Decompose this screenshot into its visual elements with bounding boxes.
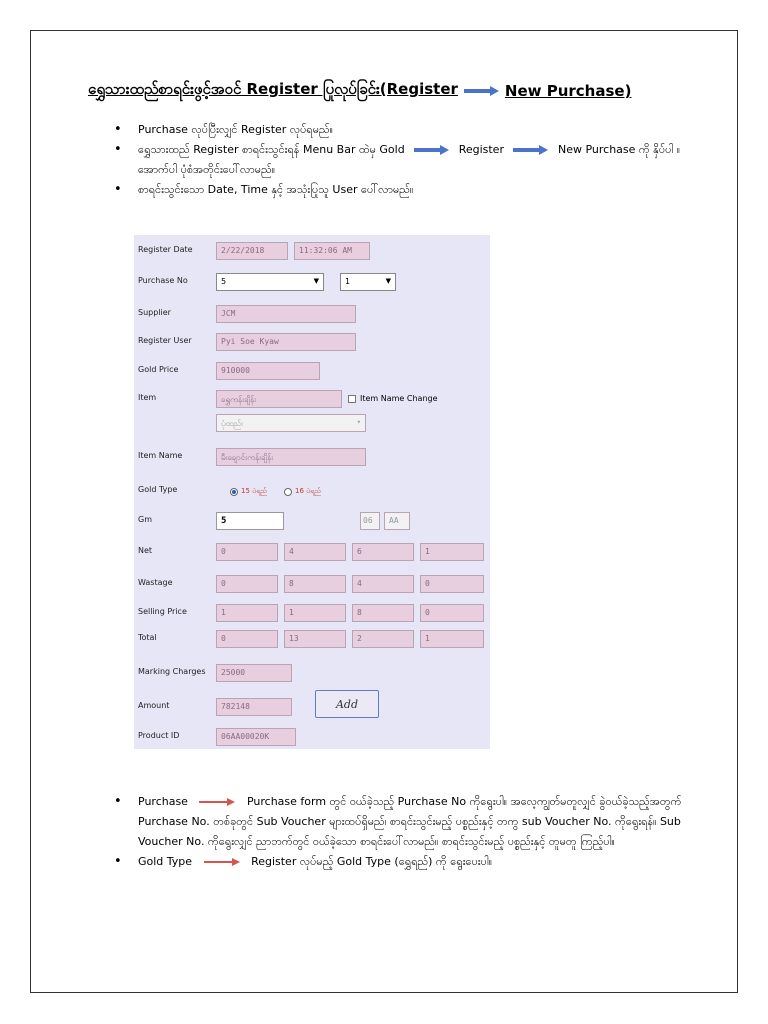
code-field-2[interactable]: AA — [384, 512, 410, 530]
total-field[interactable]: 13 — [284, 630, 346, 648]
selling-price-field[interactable]: 0 — [420, 604, 484, 622]
item-row — [134, 390, 490, 412]
arrow-right-icon — [204, 858, 240, 866]
item-type-select[interactable]: ပုံထည်း ▾ — [216, 414, 366, 432]
product-id-row — [134, 728, 490, 750]
selling-price-label: Selling Price — [138, 607, 187, 616]
item-name-change-checkbox[interactable]: Item Name Change — [348, 394, 438, 403]
marking-charges-row — [134, 664, 490, 686]
wastage-label: Wastage — [138, 578, 173, 587]
total-row — [134, 630, 490, 652]
item-dropdown-row — [134, 414, 490, 436]
item-label: Item — [138, 393, 157, 402]
register-date-label: Register Date — [138, 245, 193, 254]
product-id-field[interactable]: 06AA00020K — [216, 728, 296, 746]
gold-type-15-radio[interactable]: 15 ပဲရည် — [230, 487, 267, 497]
gold-price-field[interactable]: 910000 — [216, 362, 320, 380]
add-button[interactable]: Add — [315, 690, 379, 718]
arrow-right-icon — [199, 798, 235, 806]
item-field[interactable]: ရွှေကန်းချိန်း — [216, 390, 342, 408]
net-field[interactable]: 1 — [420, 543, 484, 561]
gm-row — [134, 512, 490, 534]
amount-field[interactable]: 782148 — [216, 698, 292, 716]
chevron-down-icon: ▾ — [356, 418, 361, 426]
gm-field[interactable]: 5 — [216, 512, 284, 530]
bullet-item: • စာရင်းသွင်းသော Date, Time နှင့် အသုံးပြုသူ User ပေါ်လာမည်။ — [112, 180, 692, 200]
page-heading — [88, 80, 688, 102]
gold-type-row — [134, 482, 490, 504]
selling-price-field[interactable]: 8 — [352, 604, 414, 622]
sub-voucher-select[interactable]: 1 ▼ — [340, 273, 396, 291]
chevron-down-icon: ▼ — [313, 277, 319, 285]
supplier-field[interactable]: JCM — [216, 305, 356, 323]
total-label: Total — [138, 633, 157, 642]
marking-charges-field[interactable]: 25000 — [216, 664, 292, 682]
wastage-field[interactable]: 0 — [420, 575, 484, 593]
register-form-screenshot — [134, 235, 490, 749]
heading-prefix: ရွှေသားထည်စာရင်းဖွင့်အဝင် Register ပြုလုပ်ခြင်း(Register — [88, 80, 458, 98]
amount-row — [134, 698, 490, 720]
purchase-no-select[interactable]: 5 ▼ — [216, 273, 324, 291]
item-name-label: Item Name — [138, 451, 183, 460]
wastage-field[interactable]: 8 — [284, 575, 346, 593]
bullet-item: • Purchase လုပ်ပြီးလျှင် Register လုပ်ရမည်။ — [112, 120, 692, 140]
wastage-field[interactable]: 4 — [352, 575, 414, 593]
total-field[interactable]: 0 — [216, 630, 278, 648]
item-name-row — [134, 448, 490, 470]
chevron-down-icon: ▼ — [385, 277, 391, 285]
marking-charges-label: Marking Charges — [138, 667, 206, 676]
purchase-no-label: Purchase No — [138, 276, 188, 285]
register-date-field[interactable]: 2/22/2018 — [216, 242, 288, 260]
bullet-item: • Gold Type Register လုပ်မည့် Gold Type (ရွှေရည်) ကို ရွေးပေးပါ။ — [112, 852, 692, 872]
bullet-item: • ရွှေသားထည် Register စာရင်းသွင်းရန် Menu Bar ထဲမှ Gold Register New Purchase ကို နှိပ်ပါ ။ အောက်ပါ ပုံစံအတိုင်းပေါ်လာမည်။ — [112, 140, 692, 180]
net-field[interactable]: 4 — [284, 543, 346, 561]
bullet-list-top — [112, 120, 692, 200]
gold-price-row — [134, 362, 490, 384]
wastage-row — [134, 575, 490, 597]
gold-price-label: Gold Price — [138, 365, 179, 374]
bullet-list-bottom — [112, 792, 692, 872]
arrow-right-icon — [513, 145, 548, 155]
net-field[interactable]: 6 — [352, 543, 414, 561]
supplier-row — [134, 305, 490, 327]
total-field[interactable]: 1 — [420, 630, 484, 648]
selling-price-row — [134, 604, 490, 626]
register-time-field[interactable]: 11:32:06 AM — [294, 242, 370, 260]
register-date-row — [134, 242, 490, 264]
register-user-field[interactable]: Pyi Soe Kyaw — [216, 333, 356, 351]
selling-price-field[interactable]: 1 — [216, 604, 278, 622]
wastage-field[interactable]: 0 — [216, 575, 278, 593]
register-user-label: Register User — [138, 336, 192, 345]
net-field[interactable]: 0 — [216, 543, 278, 561]
supplier-label: Supplier — [138, 308, 171, 317]
heading-suffix: New Purchase) — [504, 82, 632, 100]
net-row — [134, 543, 490, 565]
net-label: Net — [138, 546, 153, 555]
code-field-1[interactable]: 06 — [360, 512, 380, 530]
bullet-item: • Purchase Purchase form တွင် ဝယ်ခဲ့သည့် Purchase No ကိုရွေးပါ။ အလေ့ကျွတ်မတူလျှင် ခွဲဝယ်ခဲ့သည့်အတွက် Purchase No. တစ်ခုတွင် Sub Voucher များထပ်ရှိမည်၊ စာရင်းသွင်းမည့် ပစ္စည်းနှင့် တကွ sub Voucher No. ကိုရွေးရန်။ Sub Voucher No. ကိုရွေးလျှင် ညာဘက်တွင် ဝယ်ခဲ့သော စာရင်းပေါ်လာမည်။ စာရင်းသွင်းမည့် ပစ္စည်းနှင့် တူမတူ ကြည့်ပါ။ — [112, 792, 692, 852]
arrow-right-icon — [414, 145, 449, 155]
item-name-field[interactable]: မီးချောင်းကန်းချိန်း — [216, 448, 366, 466]
register-user-row — [134, 333, 490, 355]
total-field[interactable]: 2 — [352, 630, 414, 648]
gold-type-label: Gold Type — [138, 485, 178, 494]
gm-label: Gm — [138, 515, 152, 524]
amount-label: Amount — [138, 701, 170, 710]
purchase-no-row — [134, 273, 490, 295]
selling-price-field[interactable]: 1 — [284, 604, 346, 622]
arrow-right-icon — [464, 86, 499, 96]
gold-type-16-radio[interactable]: 16 ပဲရည် — [284, 487, 321, 497]
product-id-label: Product ID — [138, 731, 180, 740]
